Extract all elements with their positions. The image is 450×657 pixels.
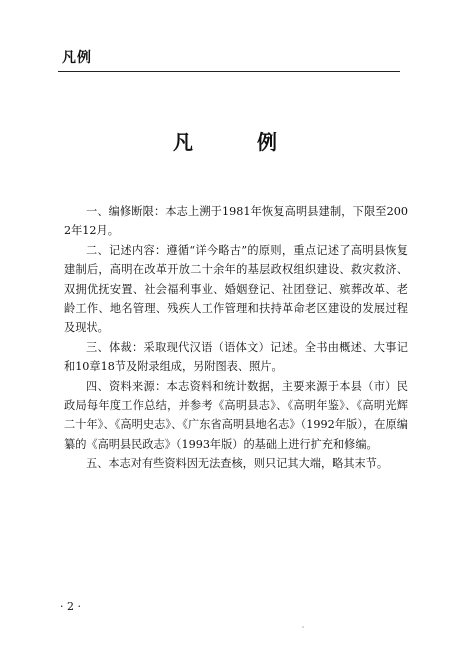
paragraph-sources: 四、资料来源：本志资料和统计数据，主要来源于本县（市）民政局每年度工作总结，并参考《高明县志》、《高明年鉴》、《高明光辉二十年》、《高明史志》、《广东省高明县地名志》（1992年版），在原编纂的《高明县民政志》（1993年版）的基础上进行扩充和修编。 [64,379,408,451]
scan-speck [302,626,304,628]
body-text [64,202,408,474]
paragraph-time-limit: 一、编修断限：本志上溯于1981年恢复高明县建制，下限至2002年12月。 [64,205,408,238]
paragraph-note: 五、本志对有些资料因无法查核，则只记其大端，略其末节。 [86,457,389,471]
running-header-title: 凡例 [62,50,92,66]
page-number: · 2 · [60,600,81,613]
page-title: 凡 例 [173,130,299,154]
paragraph-content: 二、记述内容：遵循“详今略古”的原则，重点记述了高明县恢复建制后，高明在改革开放二十余年的基层政权组织建设、救灾救济、双拥优抚安置、社会福利事业、婚姻登记、社团登记、殡葬改革、老龄工作、地名管理、残疾人工作管理和扶持革命老区建设的发展过程及现状。 [64,243,408,335]
header-rule [58,71,400,72]
paragraph-style: 三、体裁：采取现代汉语（语体文）记述。全书由概述、大事记和10章18节及附录组成，另附图表、照片。 [64,340,408,374]
